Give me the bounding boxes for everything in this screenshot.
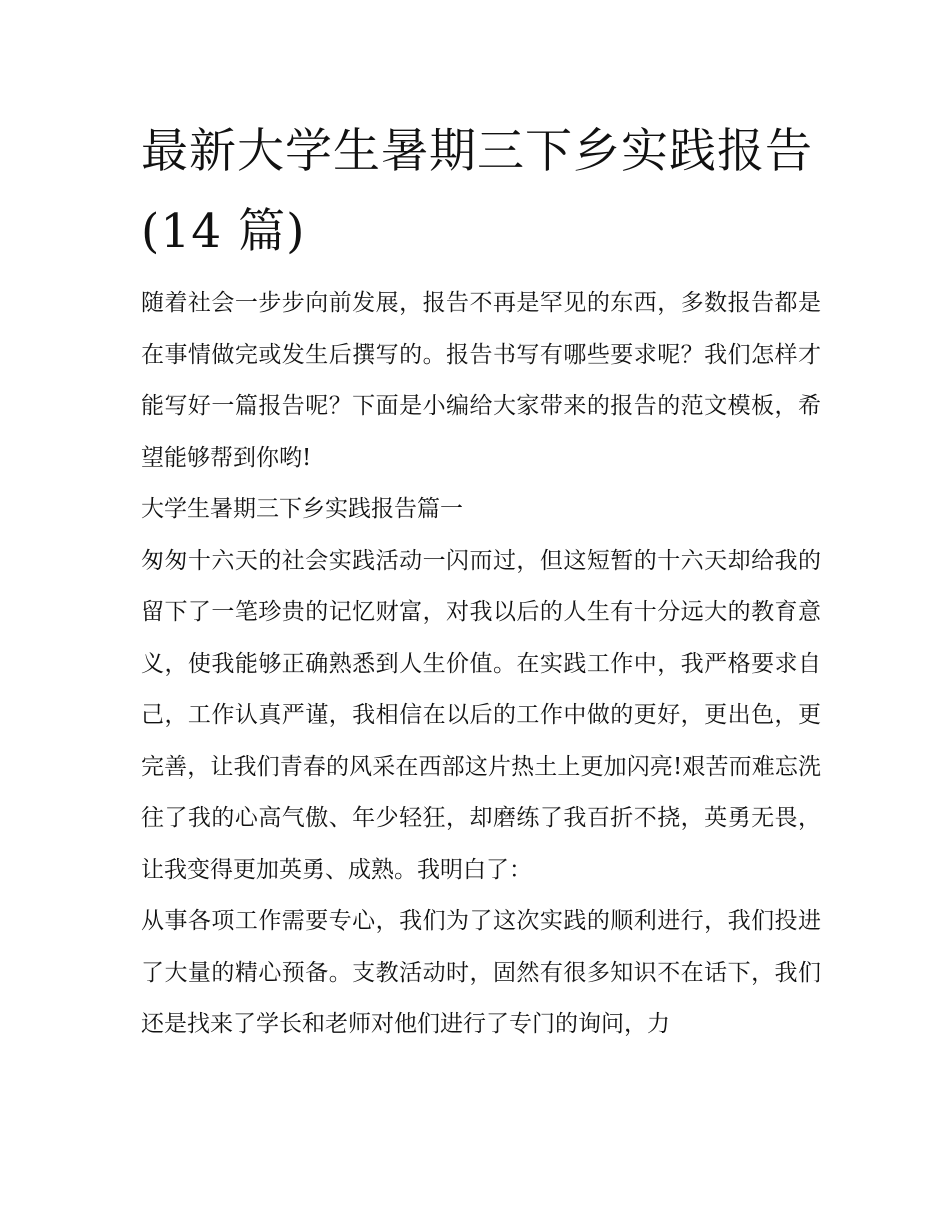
document-title: 最新大学生暑期三下乡实践报告(14 篇) xyxy=(141,124,813,259)
body-paragraph: 从事各项工作需要专心，我们为了这次实践的顺利进行，我们投进了大量的精心预备。支教活动时，固然有很多知识不在话下，我们还是找来了学长和老师对他们进行了专门的询问，力 xyxy=(141,908,821,1037)
intro-paragraph: 随着社会一步步向前发展，报告不再是罕见的东西，多数报告都是在事情做完或发生后撰写的。报告书写有哪些要求呢？我们怎样才能写好一篇报告呢？下面是小编给大家带来的报告的范文模板，希望能够帮到你哟! xyxy=(141,290,821,471)
body-paragraph: 匆匆十六天的社会实践活动一闪而过，但这短暂的十六天却给我的留下了一笔珍贵的记忆财富，对我以后的人生有十分远大的教育意义，使我能够正确熟悉到人生价值。在实践工作中，我严格要求自己，工作认真严谨，我相信在以后的工作中做的更好，更出色，更完善，让我们青春的风采在西部这片热土上更加闪亮!艰苦而难忘洗往了我的心高气傲、年少轻狂，却磨练了我百折不挠，英勇无畏，让我变得更加英勇、成熟。我明白了： xyxy=(141,547,821,883)
document-body xyxy=(141,278,821,1051)
section-heading: 大学生暑期三下乡实践报告篇一 xyxy=(141,496,463,522)
